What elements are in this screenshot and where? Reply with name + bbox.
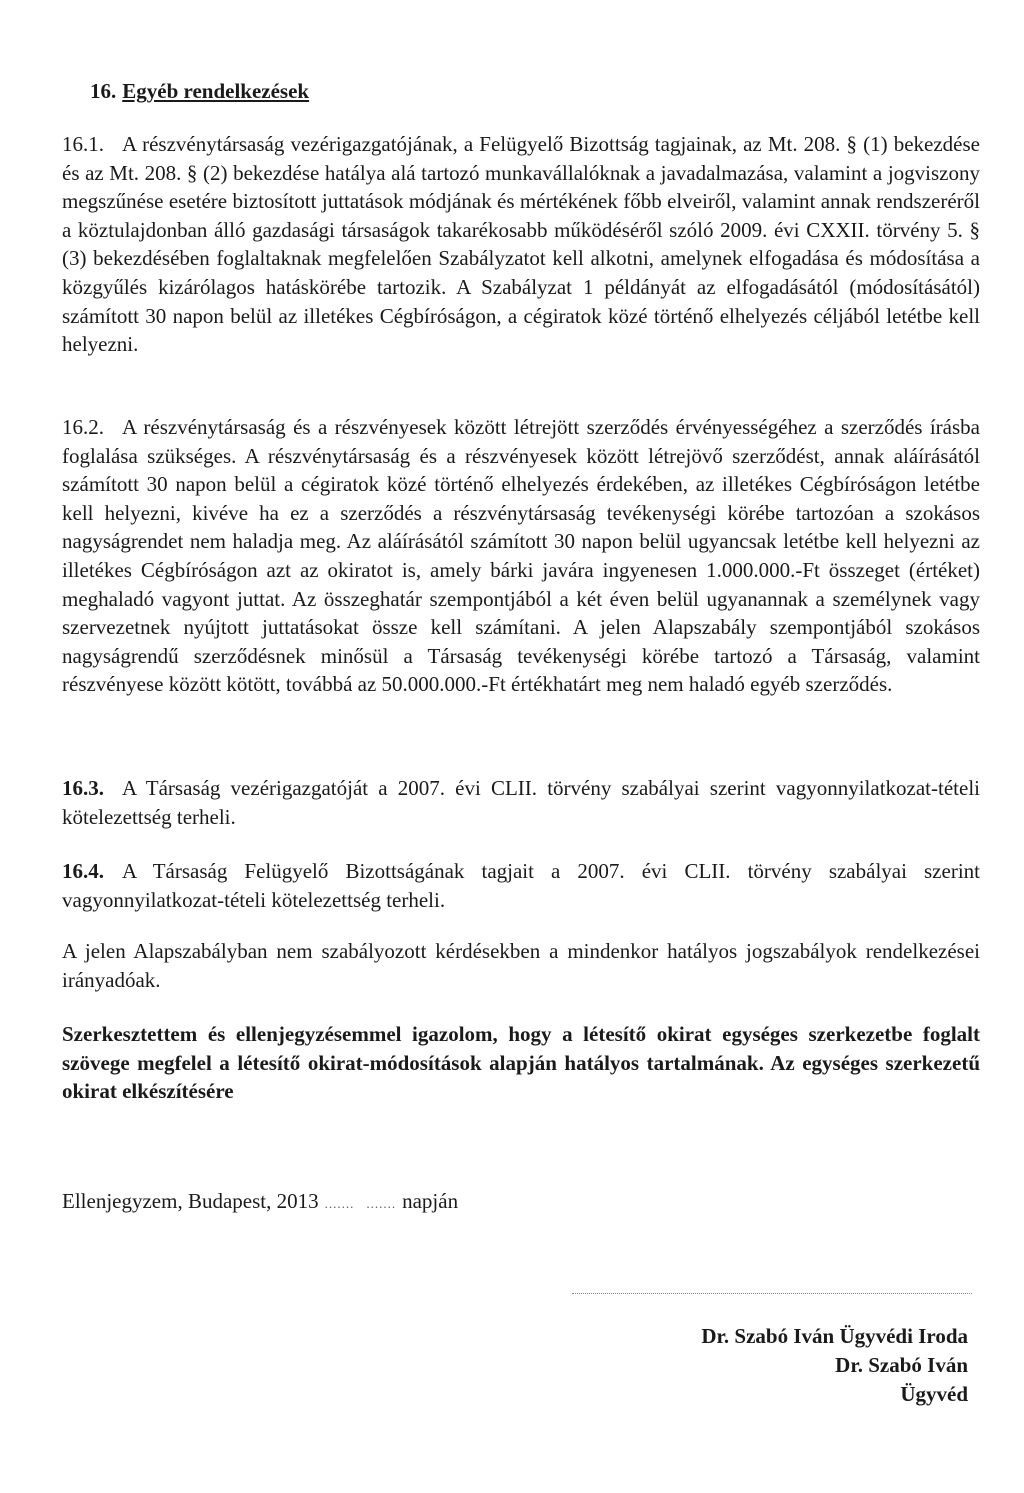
- signature-firm: Dr. Szabó Iván Ügyvédi Iroda: [701, 1324, 968, 1348]
- paragraph-text: A Társaság vezérigazgatóját a 2007. évi CLII. törvény szabályai szerint vagyonnyilatkozat-tételi kötelezettség terheli.: [62, 776, 980, 829]
- paragraph-text: A részvénytársaság vezérigazgatójának, a Felügyelő Bizottság tagjainak, az Mt. 208. § (1) bekezdése és az Mt. 208. § (2) bekezdése hatálya alá tartozó munkavállalóknak a javadalmazása, valamint a jogviszony megszűnése esetére biztosított juttatások módjának és mértékének főbb elveiről, valamint annak rendszeréről a köztulajdonban álló gazdasági társaságok takarékosabb működéséről szóló 2009. évi CXXII. törvény 5. § (3) bekezdésében foglaltaknak megfelelően Szabályzatot kell alkotni, amelynek elfogadása és módosítása a közgyűlés kizárólagos hatáskörébe tartozik. A Szabályzat 1 példányát az elfogadásától (módosításától) számított 30 napon belül az illetékes Cégbíróságon, a cégiratok közé történő elhelyezés céljából letétbe kell helyezni.: [62, 132, 980, 357]
- paragraph-text: A Társaság Felügyelő Bizottságának tagjait a 2007. évi CLII. törvény szabályai szerint vagyonnyilatkozat-tételi kötelezettség terheli.: [62, 859, 980, 912]
- paragraph-text: A részvénytársaság és a részvényesek között létrejött szerződés érvényességéhez a szerződés írásba foglalása szükséges. A részvénytársaság és a részvényesek között létrejövő szerződést, annak aláírásától számított 30 napon belül a cégiratok közé történő elhelyezés érdekében, az illetékes Cégbíróságon letétbe kell helyezni, kivéve ha ez a szerződés a részvénytársaság tevékenységi körébe tartozóan a szokásos nagyságrendet nem haladja meg. Az aláírásától számított 30 napon belül ugyancsak letétbe kell helyezni az illetékes Cégbíróságon azt az okiratot is, amely bárki javára ingyenesen 1.000.000.-Ft összeget (értéket) meghaladó vagyont juttat. Az összeghatár szempontjából a két éven belül ugyanannak a személynek vagy szervezetnek nyújtott juttatásokat össze kell számítani. A jelen Alapszabály szempontjából szokásos nagyságrendű szerződésnek minősül a Társaság tevékenységi körébe tartozó a Társaság, valamint részvényese között kötött, továbbá az 50.000.000.-Ft értékhatárt meg nem haladó egyéb szerződés.: [62, 415, 980, 697]
- paragraph-16-3: [62, 774, 980, 831]
- section-heading: [90, 77, 309, 106]
- section-number: 16.: [90, 79, 117, 103]
- paragraph-number: 16.2.: [62, 415, 104, 439]
- paragraph-number: 16.3.: [62, 776, 104, 800]
- signature-block: [701, 1322, 968, 1409]
- countersign-prefix: Ellenjegyzem, Budapest, 2013: [62, 1189, 319, 1213]
- paragraph-number: 16.4.: [62, 859, 104, 883]
- date-blank-1: .......: [324, 1196, 355, 1211]
- signature-line: [572, 1293, 972, 1294]
- paragraph-number: 16.1.: [62, 132, 104, 156]
- paragraph-16-1: [62, 130, 980, 359]
- closing-paragraph: A jelen Alapszabályban nem szabályozott kérdésekben a mindenkor hatályos jogszabályok rendelkezései irányadóak.: [62, 939, 980, 992]
- paragraph-16-2: [62, 413, 980, 699]
- section-title: Egyéb rendelkezések: [122, 79, 310, 103]
- attestation-paragraph: Szerkesztettem és ellenjegyzésemmel igazolom, hogy a létesítő okirat egységes szerkezetbe foglalt szövege megfelel a létesítő okirat-módosítások alapján hatályos tartalmának. Az egységes szerkezetű okirat elkészítésére: [62, 1022, 980, 1104]
- signature-name: Dr. Szabó Iván: [835, 1353, 968, 1377]
- countersign-line: [62, 1187, 458, 1219]
- date-blank-2: .......: [366, 1196, 397, 1211]
- signature-role: Ügyvéd: [900, 1382, 968, 1406]
- paragraph-16-4: [62, 857, 980, 914]
- countersign-suffix: napján: [402, 1189, 459, 1213]
